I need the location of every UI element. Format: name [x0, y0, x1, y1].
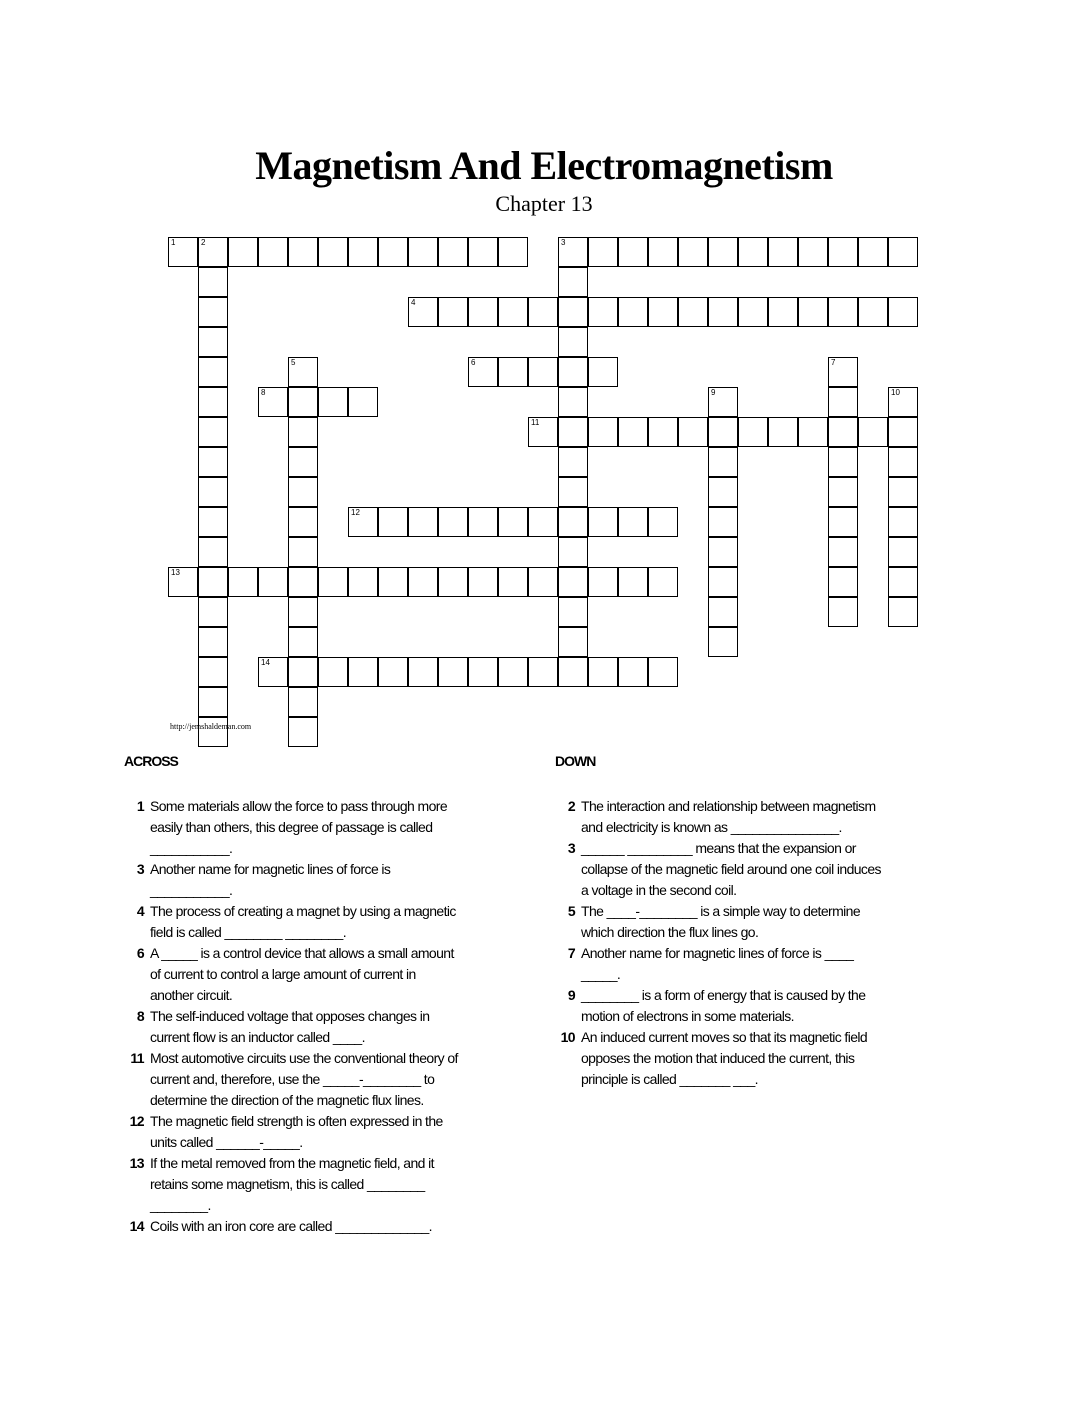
grid-cell[interactable] — [408, 507, 438, 537]
grid-cell[interactable] — [198, 537, 228, 567]
grid-cell[interactable] — [288, 237, 318, 267]
clue-number-label: 4 — [411, 298, 416, 307]
across-clue — [120, 859, 460, 901]
across-clue — [120, 943, 460, 1006]
grid-cell[interactable] — [198, 657, 228, 687]
grid-cell[interactable] — [888, 597, 918, 627]
grid-cell[interactable] — [558, 357, 588, 387]
grid-cell[interactable] — [708, 417, 738, 447]
clue-number: 12 — [129, 1113, 144, 1129]
grid-cell[interactable] — [348, 657, 378, 687]
grid-cell[interactable] — [288, 507, 318, 537]
down-clue — [551, 943, 891, 985]
grid-cell[interactable] — [288, 657, 318, 687]
grid-cell[interactable] — [528, 297, 558, 327]
grid-cell[interactable] — [348, 237, 378, 267]
grid-cell[interactable] — [228, 567, 258, 597]
grid-cell[interactable] — [708, 537, 738, 567]
grid-cell[interactable] — [288, 717, 318, 747]
grid-cell[interactable] — [738, 297, 768, 327]
grid-cell[interactable] — [588, 417, 618, 447]
grid-cell[interactable] — [378, 657, 408, 687]
grid-cell[interactable] — [558, 597, 588, 627]
clue-text: The ____-________ is a simple way to determine which direction the flux lines go. — [581, 903, 861, 940]
clue-number-label: 10 — [891, 388, 900, 397]
across-clue — [120, 1111, 460, 1153]
grid-cell[interactable] — [468, 297, 498, 327]
grid-cell[interactable] — [858, 297, 888, 327]
grid-cell[interactable] — [558, 267, 588, 297]
grid-cell[interactable] — [198, 507, 228, 537]
down-clue-list — [551, 796, 891, 1090]
grid-cell[interactable] — [588, 357, 618, 387]
grid-cell[interactable] — [468, 357, 498, 387]
grid-cell[interactable] — [708, 447, 738, 477]
grid-cell[interactable] — [888, 507, 918, 537]
down-heading: DOWN — [555, 753, 596, 769]
grid-cell[interactable] — [828, 507, 858, 537]
grid-cell[interactable] — [708, 507, 738, 537]
grid-cell[interactable] — [408, 297, 438, 327]
grid-cell[interactable] — [258, 237, 288, 267]
grid-cell[interactable] — [888, 537, 918, 567]
grid-cell[interactable] — [828, 237, 858, 267]
grid-cell[interactable] — [828, 387, 858, 417]
grid-cell[interactable] — [648, 507, 678, 537]
grid-cell[interactable] — [678, 297, 708, 327]
grid-cell[interactable] — [558, 447, 588, 477]
grid-cell[interactable] — [288, 687, 318, 717]
grid-cell[interactable] — [198, 417, 228, 447]
clue-number: 4 — [136, 903, 144, 919]
grid-cell[interactable] — [288, 447, 318, 477]
grid-cell[interactable] — [348, 387, 378, 417]
grid-cell[interactable] — [768, 237, 798, 267]
clue-number: 10 — [560, 1029, 575, 1045]
clue-text: The interaction and relationship between magnetism and electricity is known as _______________. — [581, 798, 876, 835]
clue-text: The magnetic field strength is often expressed in the units called ______-_____. — [150, 1113, 443, 1150]
clue-number: 8 — [136, 1008, 144, 1024]
grid-cell[interactable] — [738, 237, 768, 267]
clue-number: 7 — [567, 945, 575, 961]
grid-cell[interactable] — [438, 567, 468, 597]
clue-text: ________ is a form of energy that is caused by the motion of electrons in some materials. — [581, 987, 866, 1024]
grid-cell[interactable] — [198, 237, 228, 267]
grid-cell[interactable] — [498, 237, 528, 267]
down-clue — [551, 838, 891, 901]
grid-cell[interactable] — [378, 237, 408, 267]
clue-number-label: 9 — [711, 388, 716, 397]
grid-cell[interactable] — [678, 417, 708, 447]
clue-number: 11 — [130, 1050, 144, 1066]
clue-number: 9 — [567, 987, 575, 1003]
clue-number-label: 1 — [171, 238, 176, 247]
grid-cell[interactable] — [558, 237, 588, 267]
grid-cell[interactable] — [828, 597, 858, 627]
source-url: http://jemshaldeman.com — [170, 722, 252, 731]
clue-number-label: 7 — [831, 358, 836, 367]
grid-cell[interactable] — [588, 297, 618, 327]
grid-cell[interactable] — [438, 657, 468, 687]
grid-cell[interactable] — [888, 237, 918, 267]
grid-cell[interactable] — [198, 627, 228, 657]
across-clue — [120, 1216, 460, 1237]
grid-cell[interactable] — [768, 297, 798, 327]
grid-cell[interactable] — [708, 237, 738, 267]
clue-number: 3 — [136, 861, 144, 877]
across-clue — [120, 901, 460, 943]
grid-cell[interactable] — [288, 537, 318, 567]
grid-cell[interactable] — [828, 447, 858, 477]
grid-cell[interactable] — [198, 267, 228, 297]
grid-cell[interactable] — [528, 357, 558, 387]
grid-cell[interactable] — [258, 657, 288, 687]
across-clue — [120, 1153, 460, 1216]
grid-cell[interactable] — [288, 357, 318, 387]
grid-cell[interactable] — [528, 417, 558, 447]
grid-cell[interactable] — [438, 297, 468, 327]
clue-text: A _____ is a control device that allows a small amount of current to control a large amount of current in another circuit. — [150, 945, 454, 1003]
grid-cell[interactable] — [198, 567, 228, 597]
clue-number-label: 12 — [351, 508, 360, 517]
grid-cell[interactable] — [258, 387, 288, 417]
grid-cell[interactable] — [648, 237, 678, 267]
grid-cell[interactable] — [228, 237, 258, 267]
down-clue — [551, 985, 891, 1027]
grid-cell[interactable] — [888, 567, 918, 597]
grid-cell[interactable] — [198, 687, 228, 717]
down-clue — [551, 796, 891, 838]
page-subtitle: Chapter 13 — [495, 191, 593, 216]
grid-cell[interactable] — [498, 567, 528, 597]
grid-cell[interactable] — [648, 657, 678, 687]
grid-cell[interactable] — [168, 567, 198, 597]
grid-cell[interactable] — [468, 567, 498, 597]
grid-cell[interactable] — [408, 567, 438, 597]
grid-cell[interactable] — [528, 567, 558, 597]
grid-cell[interactable] — [558, 537, 588, 567]
grid-cell[interactable] — [828, 537, 858, 567]
grid-cell[interactable] — [828, 417, 858, 447]
grid-cell[interactable] — [348, 507, 378, 537]
clue-text: Another name for magnetic lines of force is ____ _____. — [581, 945, 854, 982]
grid-cell[interactable] — [798, 417, 828, 447]
grid-cell[interactable] — [858, 417, 888, 447]
grid-cell[interactable] — [438, 237, 468, 267]
grid-cell[interactable] — [888, 387, 918, 417]
grid-cell[interactable] — [588, 567, 618, 597]
grid-cell[interactable] — [498, 357, 528, 387]
clue-number-label: 8 — [261, 388, 266, 397]
grid-cell[interactable] — [558, 387, 588, 417]
grid-cell[interactable] — [888, 447, 918, 477]
grid-cell[interactable] — [858, 237, 888, 267]
grid-cell[interactable] — [318, 657, 348, 687]
clue-text: The self-induced voltage that opposes changes in current flow is an inductor called ____. — [150, 1008, 430, 1045]
grid-cell[interactable] — [318, 567, 348, 597]
grid-cell[interactable] — [588, 507, 618, 537]
clue-number: 1 — [136, 798, 144, 814]
down-clue — [551, 1027, 891, 1090]
clue-text: The process of creating a magnet by using a magnetic field is called ________ ________. — [150, 903, 456, 940]
grid-cell[interactable] — [288, 567, 318, 597]
clue-number: 3 — [567, 840, 575, 856]
grid-cell[interactable] — [678, 237, 708, 267]
grid-cell[interactable] — [408, 657, 438, 687]
grid-cell[interactable] — [198, 597, 228, 627]
grid-cell[interactable] — [708, 297, 738, 327]
grid-cell[interactable] — [498, 297, 528, 327]
grid-cell[interactable] — [708, 387, 738, 417]
grid-cell[interactable] — [768, 417, 798, 447]
grid-cell[interactable] — [198, 297, 228, 327]
grid-cell[interactable] — [318, 387, 348, 417]
grid-cell[interactable] — [648, 297, 678, 327]
clue-text: Some materials allow the force to pass through more easily than others, this degree of passage is called ___________. — [150, 798, 447, 856]
grid-cell[interactable] — [408, 237, 438, 267]
clue-text: Most automotive circuits use the conventional theory of current and, therefore, use the _____-________ to determine the direction of the magnetic flux lines. — [150, 1050, 458, 1108]
grid-cell[interactable] — [558, 507, 588, 537]
grid-cell[interactable] — [558, 627, 588, 657]
clue-text: An induced current moves so that its magnetic field opposes the motion that induced the current, this principle is called _______ ___. — [581, 1029, 868, 1087]
grid-cell[interactable] — [618, 657, 648, 687]
across-clue-list — [120, 796, 460, 1237]
grid-cell[interactable] — [648, 567, 678, 597]
clue-text: If the metal removed from the magnetic field, and it retains some magnetism, this is called ________ ________. — [150, 1155, 434, 1213]
clue-number-label: 6 — [471, 358, 476, 367]
grid-cell[interactable] — [558, 417, 588, 447]
grid-cell[interactable] — [498, 507, 528, 537]
across-heading: ACROSS — [124, 753, 178, 769]
grid-cell[interactable] — [198, 477, 228, 507]
grid-cell[interactable] — [738, 417, 768, 447]
clue-text: Another name for magnetic lines of force is ___________. — [150, 861, 391, 898]
grid-cell[interactable] — [618, 237, 648, 267]
grid-cell[interactable] — [888, 297, 918, 327]
grid-cell[interactable] — [198, 447, 228, 477]
grid-cell[interactable] — [288, 597, 318, 627]
grid-cell[interactable] — [288, 627, 318, 657]
grid-cell[interactable] — [558, 657, 588, 687]
page-title: Magnetism And Electromagnetism — [255, 143, 833, 188]
grid-cell[interactable] — [468, 657, 498, 687]
grid-cell[interactable] — [708, 567, 738, 597]
clue-number: 5 — [567, 903, 575, 919]
grid-cell[interactable] — [828, 567, 858, 597]
clue-number: 6 — [136, 945, 144, 961]
clue-number-label: 14 — [261, 658, 270, 667]
clue-number-label: 2 — [201, 238, 206, 247]
grid-cell[interactable] — [288, 477, 318, 507]
grid-cell[interactable] — [888, 417, 918, 447]
grid-cell[interactable] — [468, 237, 498, 267]
grid-cell[interactable] — [798, 297, 828, 327]
grid-cell[interactable] — [618, 567, 648, 597]
clue-text: Coils with an iron core are called _____________. — [150, 1218, 432, 1234]
grid-cell[interactable] — [828, 477, 858, 507]
grid-cell[interactable] — [618, 297, 648, 327]
grid-cell[interactable] — [618, 417, 648, 447]
clue-number-label: 13 — [171, 568, 180, 577]
grid-cell[interactable] — [198, 387, 228, 417]
grid-cell[interactable] — [588, 657, 618, 687]
grid-cell[interactable] — [618, 507, 648, 537]
clue-number: 14 — [129, 1218, 144, 1234]
grid-cell[interactable] — [888, 477, 918, 507]
grid-cell[interactable] — [198, 357, 228, 387]
clue-number-label: 5 — [291, 358, 296, 367]
across-clue — [120, 1048, 460, 1111]
across-clue — [120, 1006, 460, 1048]
clue-number-label: 11 — [531, 418, 540, 427]
grid-cell[interactable] — [708, 597, 738, 627]
grid-cell[interactable] — [528, 657, 558, 687]
grid-cell[interactable] — [558, 477, 588, 507]
grid-cell[interactable] — [198, 327, 228, 357]
grid-cell[interactable] — [828, 297, 858, 327]
down-clue — [551, 901, 891, 943]
clue-number-label: 3 — [561, 238, 566, 247]
grid-cell[interactable] — [378, 507, 408, 537]
grid-cell[interactable] — [438, 507, 468, 537]
grid-cell[interactable] — [288, 387, 318, 417]
grid-cell[interactable] — [288, 417, 318, 447]
grid-cell[interactable] — [468, 507, 498, 537]
across-clue — [120, 796, 460, 859]
grid-cell[interactable] — [798, 237, 828, 267]
grid-cell[interactable] — [498, 657, 528, 687]
grid-cell[interactable] — [318, 237, 348, 267]
grid-cell[interactable] — [258, 567, 288, 597]
grid-cell[interactable] — [378, 567, 408, 597]
clue-number: 2 — [567, 798, 575, 814]
clue-number: 13 — [129, 1155, 144, 1171]
grid-cell[interactable] — [558, 297, 588, 327]
grid-cell[interactable] — [648, 417, 678, 447]
grid-cell[interactable] — [168, 237, 198, 267]
grid-cell[interactable] — [708, 477, 738, 507]
grid-cell[interactable] — [348, 567, 378, 597]
grid-cell[interactable] — [828, 357, 858, 387]
clue-text: ______ _________ means that the expansion or collapse of the magnetic field around one coil induces a voltage in the second coil. — [581, 840, 881, 898]
grid-cell[interactable] — [528, 507, 558, 537]
grid-cell[interactable] — [588, 237, 618, 267]
grid-cell[interactable] — [558, 327, 588, 357]
grid-cell[interactable] — [708, 627, 738, 657]
grid-cell[interactable] — [558, 567, 588, 597]
